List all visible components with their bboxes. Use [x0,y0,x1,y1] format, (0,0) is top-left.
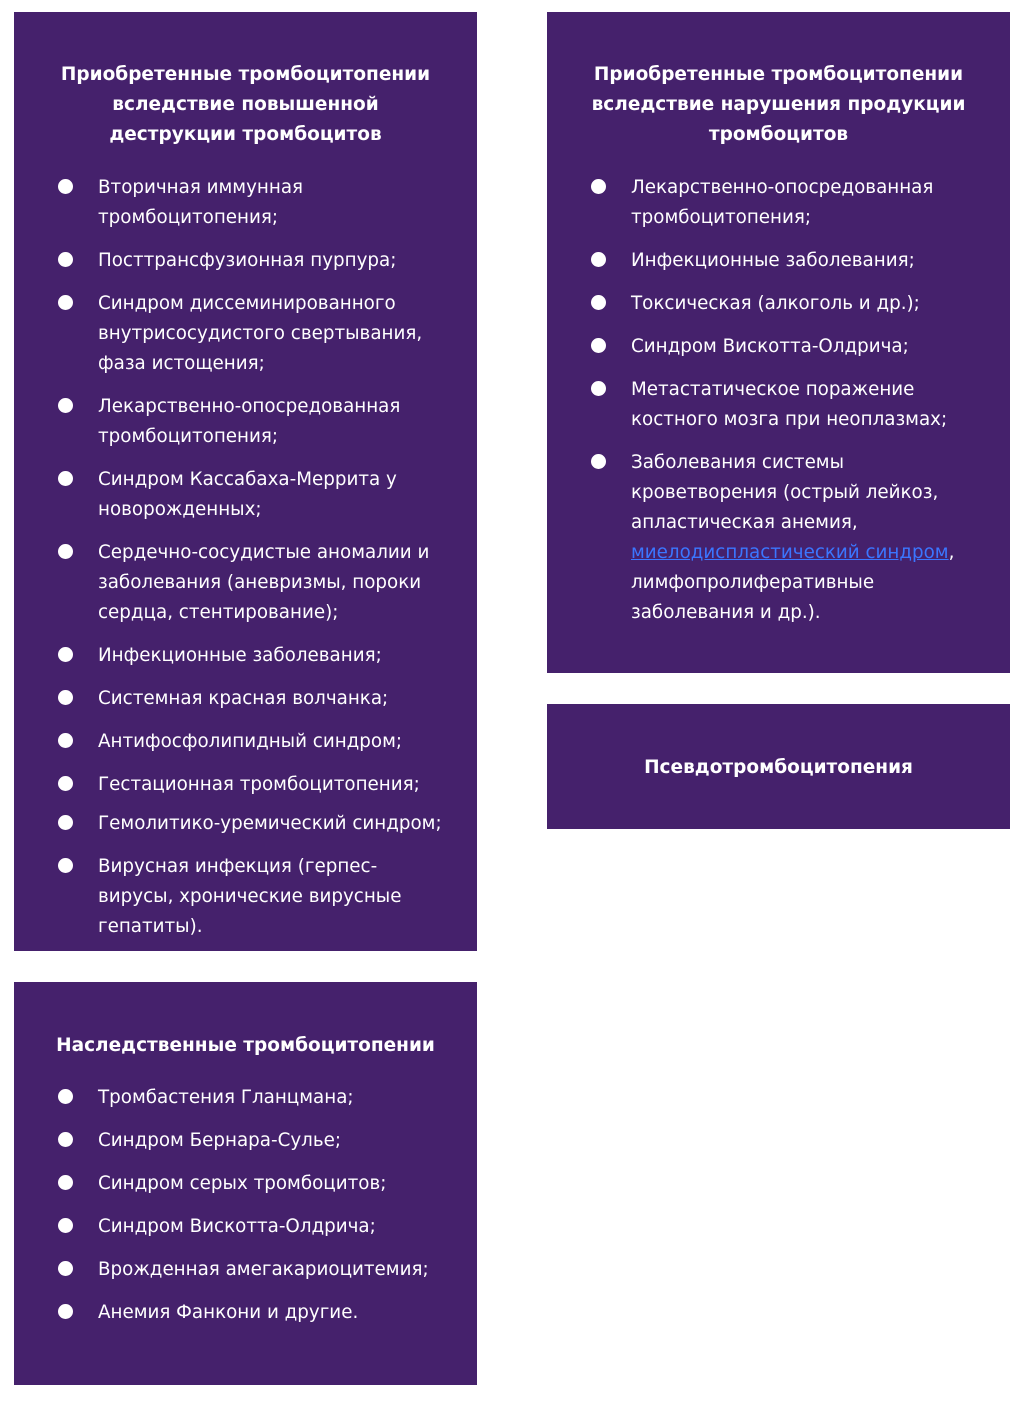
list-item: Синдром Кассабаха-Меррита у новорожденных; [14,465,477,525]
list-item: Синдром серых тромбоцитов; [14,1169,477,1199]
list-item: Токсическая (алкоголь и др.); [547,289,1010,319]
bullet-icon [58,295,73,310]
myelodysplastic-syndrome-link[interactable]: миелодиспластический синдром [631,542,949,563]
card-acquired-production [547,12,1010,673]
condition-list [14,173,477,955]
card-acquired-destruction [14,12,477,951]
bullet-icon [591,252,606,267]
list-item: Тромбастения Гланцмана; [14,1083,477,1113]
bullet-icon [591,454,606,469]
list-item: Системная красная волчанка; [14,684,477,714]
bullet-icon [58,252,73,267]
bullet-icon [58,398,73,413]
list-item: Синдром диссеминированного внутрисосудистого свертывания, фаза истощения; [14,289,477,379]
bullet-icon [58,858,73,873]
list-item: Анемия Фанкони и другие. [14,1298,477,1328]
list-item: Метастатическое поражение костного мозга при неоплазмах; [547,375,1010,435]
bullet-icon [591,295,606,310]
list-item: Гестационная тромбоцитопения; [14,770,477,800]
bullet-icon [58,544,73,559]
bullet-icon [58,1132,73,1147]
condition-list [14,1083,477,1341]
card-pseudothrombocytopenia [547,704,1010,829]
card-title: Наследственные тромбоцитопении [56,1035,435,1056]
card-title: Приобретенные тромбоцитопении вследствие нарушения продукции тромбоцитов [591,64,966,145]
list-item: Синдром Вискотта-Олдрича; [14,1212,477,1242]
bullet-icon [591,338,606,353]
bullet-icon [58,179,73,194]
condition-list [547,173,1010,641]
list-item: Сердечно-сосудистые аномалии и заболевания (аневризмы, пороки сердца, стентирование); [14,538,477,628]
bullet-icon [58,1261,73,1276]
bullet-icon [58,690,73,705]
bullet-icon [58,647,73,662]
bullet-icon [58,471,73,486]
bullet-icon [58,815,73,830]
bullet-icon [591,381,606,396]
list-item: Лекарственно-опосредованная тромбоцитопения; [14,392,477,452]
list-item: Вирусная инфекция (герпес-вирусы, хронические вирусные гепатиты). [14,852,477,942]
card-title: Приобретенные тромбоцитопении вследствие повышенной деструкции тромбоцитов [60,64,431,145]
list-item: Вторичная иммунная тромбоцитопения; [14,173,477,233]
list-item: Антифосфолипидный синдром; [14,727,477,757]
bullet-icon [58,733,73,748]
list-item: Синдром Вискотта-Олдрича; [547,332,1010,362]
bullet-icon [58,1218,73,1233]
bullet-icon [591,179,606,194]
list-item: Инфекционные заболевания; [547,246,1010,276]
list-item: Врожденная амегакариоцитемия; [14,1255,477,1285]
card-title: Псевдотромбоцитопения [644,757,913,778]
bullet-icon [58,1089,73,1104]
bullet-icon [58,1175,73,1190]
list-item: Заболевания системы кроветворения (острый лейкоз, апластическая анемия, миелодиспластический синдром, лимфопролиферативные заболевания и др.). [547,448,1010,628]
bullet-icon [58,1304,73,1319]
list-item: Инфекционные заболевания; [14,641,477,671]
list-item: Посттрансфузионная пурпура; [14,246,477,276]
bullet-icon [58,776,73,791]
list-item: Синдром Бернара-Сулье; [14,1126,477,1156]
card-hereditary [14,982,477,1385]
list-item: Лекарственно-опосредованная тромбоцитопения; [547,173,1010,233]
list-item: Гемолитико-уремический синдром; [14,809,477,839]
